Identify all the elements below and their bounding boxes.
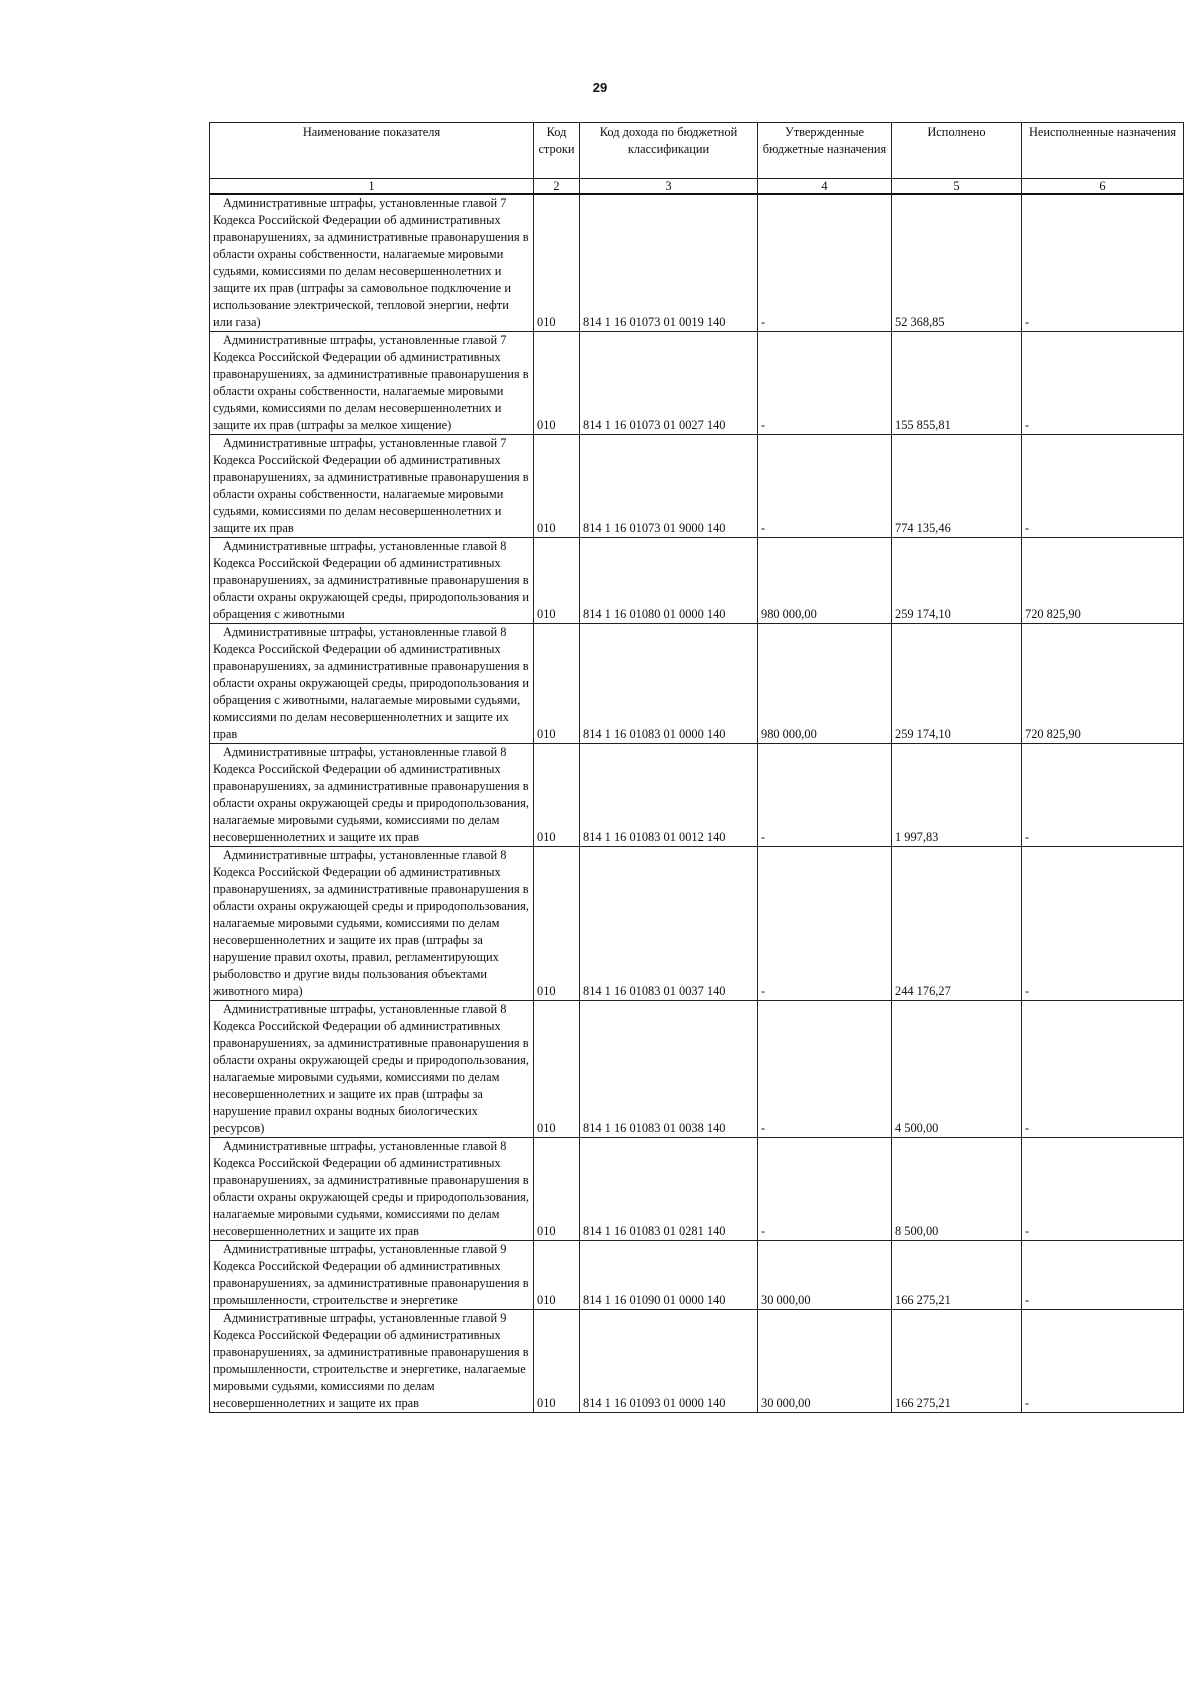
table-row: [210, 435, 1184, 538]
column-number-row: [210, 179, 1184, 195]
executed-cell: 774 135,46: [892, 435, 1022, 538]
table-row: [210, 624, 1184, 744]
header-income-code: Код дохода по бюджетной классификации: [580, 123, 758, 179]
unexecuted-cell: -: [1022, 1310, 1184, 1413]
table-row: [210, 1138, 1184, 1241]
income-code-cell: 814 1 16 01080 01 0000 140: [580, 538, 758, 624]
indicator-name-cell: Административные штрафы, установленные главой 7 Кодекса Российской Федерации об административных правонарушениях, за административные правонарушения в области охраны собственности, налагаемые мировыми судьями, комиссиями по делам несовершеннолетних и защите их прав: [210, 435, 534, 538]
income-code-cell: 814 1 16 01073 01 0027 140: [580, 332, 758, 435]
income-code-cell: 814 1 16 01083 01 0037 140: [580, 847, 758, 1001]
table-row: [210, 744, 1184, 847]
header-executed: Исполнено: [892, 123, 1022, 179]
approved-cell: -: [758, 194, 892, 332]
indicator-name-cell: Административные штрафы, установленные главой 9 Кодекса Российской Федерации об административных правонарушениях, за административные правонарушения в промышленности, строительстве и энергетике: [210, 1241, 534, 1310]
unexecuted-cell: -: [1022, 1138, 1184, 1241]
line-code-cell: 010: [534, 194, 580, 332]
table-row: [210, 332, 1184, 435]
executed-cell: 166 275,21: [892, 1241, 1022, 1310]
line-code-cell: 010: [534, 1241, 580, 1310]
approved-cell: -: [758, 744, 892, 847]
approved-cell: -: [758, 1001, 892, 1138]
income-code-cell: 814 1 16 01083 01 0012 140: [580, 744, 758, 847]
executed-cell: 8 500,00: [892, 1138, 1022, 1241]
approved-cell: -: [758, 1138, 892, 1241]
unexecuted-cell: 720 825,90: [1022, 538, 1184, 624]
approved-cell: 30 000,00: [758, 1241, 892, 1310]
header-line-code: Код строки: [534, 123, 580, 179]
table-row: [210, 1001, 1184, 1138]
indicator-name-cell: Административные штрафы, установленные главой 8 Кодекса Российской Федерации об административных правонарушениях, за административные правонарушения в области охраны окружающей среды и природопользования, налагаемые мировыми судьями, комиссиями по делам несовершеннолетних и защите их прав (штрафы за нарушение правил охоты, правил, регламентирующих рыболовство и другие виды пользования объектами животного мира): [210, 847, 534, 1001]
indicator-name-cell: Административные штрафы, установленные главой 8 Кодекса Российской Федерации об административных правонарушениях, за административные правонарушения в области охраны окружающей среды и природопользования, налагаемые мировыми судьями, комиссиями по делам несовершеннолетних и защите их прав: [210, 1138, 534, 1241]
indicator-name-cell: Административные штрафы, установленные главой 7 Кодекса Российской Федерации об административных правонарушениях, за административные правонарушения в области охраны собственности, налагаемые мировыми судьями, комиссиями по делам несовершеннолетних и защите их прав (штрафы за самовольное подключение и использование электрической, тепловой энергии, нефти или газа): [210, 194, 534, 332]
header-row: [210, 123, 1184, 179]
indicator-name-cell: Административные штрафы, установленные главой 8 Кодекса Российской Федерации об административных правонарушениях, за административные правонарушения в области охраны окружающей среды, природопользования и обращения с животными: [210, 538, 534, 624]
page-number: 29: [592, 80, 608, 95]
table-row: [210, 194, 1184, 332]
income-code-cell: 814 1 16 01083 01 0038 140: [580, 1001, 758, 1138]
line-code-cell: 010: [534, 435, 580, 538]
header-approved: Утвержденные бюджетные назначения: [758, 123, 892, 179]
income-code-cell: 814 1 16 01090 01 0000 140: [580, 1241, 758, 1310]
line-code-cell: 010: [534, 1001, 580, 1138]
unexecuted-cell: -: [1022, 1001, 1184, 1138]
income-code-cell: 814 1 16 01073 01 0019 140: [580, 194, 758, 332]
line-code-cell: 010: [534, 744, 580, 847]
approved-cell: 980 000,00: [758, 624, 892, 744]
table-row: [210, 538, 1184, 624]
approved-cell: 980 000,00: [758, 538, 892, 624]
header-unexecuted: Неисполненные назначения: [1022, 123, 1184, 179]
line-code-cell: 010: [534, 847, 580, 1001]
executed-cell: 4 500,00: [892, 1001, 1022, 1138]
indicator-name-cell: Административные штрафы, установленные главой 7 Кодекса Российской Федерации об административных правонарушениях, за административные правонарушения в области охраны собственности, налагаемые мировыми судьями, комиссиями по делам несовершеннолетних и защите их прав (штрафы за мелкое хищение): [210, 332, 534, 435]
indicator-name-cell: Административные штрафы, установленные главой 8 Кодекса Российской Федерации об административных правонарушениях, за административные правонарушения в области охраны окружающей среды и природопользования, налагаемые мировыми судьями, комиссиями по делам несовершеннолетних и защите их прав (штрафы за нарушение правил охраны водных биологических ресурсов): [210, 1001, 534, 1138]
approved-cell: -: [758, 435, 892, 538]
line-code-cell: 010: [534, 538, 580, 624]
unexecuted-cell: -: [1022, 332, 1184, 435]
column-number: 1: [210, 179, 534, 195]
header-indicator-name: Наименование показателя: [210, 123, 534, 179]
unexecuted-cell: -: [1022, 435, 1184, 538]
executed-cell: 52 368,85: [892, 194, 1022, 332]
budget-income-table: [209, 122, 1184, 1413]
line-code-cell: 010: [534, 1310, 580, 1413]
indicator-name-cell: Административные штрафы, установленные главой 8 Кодекса Российской Федерации об административных правонарушениях, за административные правонарушения в области охраны окружающей среды и природопользования, налагаемые мировыми судьями, комиссиями по делам несовершеннолетних и защите их прав: [210, 744, 534, 847]
table-row: [210, 1310, 1184, 1413]
executed-cell: 166 275,21: [892, 1310, 1022, 1413]
column-number: 4: [758, 179, 892, 195]
executed-cell: 259 174,10: [892, 538, 1022, 624]
unexecuted-cell: 720 825,90: [1022, 624, 1184, 744]
income-code-cell: 814 1 16 01093 01 0000 140: [580, 1310, 758, 1413]
column-number: 2: [534, 179, 580, 195]
executed-cell: 1 997,83: [892, 744, 1022, 847]
line-code-cell: 010: [534, 332, 580, 435]
unexecuted-cell: -: [1022, 1241, 1184, 1310]
column-number: 3: [580, 179, 758, 195]
table-row: [210, 847, 1184, 1001]
executed-cell: 155 855,81: [892, 332, 1022, 435]
table-body: [210, 194, 1184, 1413]
column-number: 5: [892, 179, 1022, 195]
approved-cell: -: [758, 332, 892, 435]
executed-cell: 244 176,27: [892, 847, 1022, 1001]
table-row: [210, 1241, 1184, 1310]
approved-cell: 30 000,00: [758, 1310, 892, 1413]
income-code-cell: 814 1 16 01073 01 9000 140: [580, 435, 758, 538]
unexecuted-cell: -: [1022, 847, 1184, 1001]
unexecuted-cell: -: [1022, 194, 1184, 332]
executed-cell: 259 174,10: [892, 624, 1022, 744]
indicator-name-cell: Административные штрафы, установленные главой 8 Кодекса Российской Федерации об административных правонарушениях, за административные правонарушения в области охраны окружающей среды, природопользования и обращения с животными, налагаемые мировыми судьями, комиссиями по делам несовершеннолетних и защите их прав: [210, 624, 534, 744]
line-code-cell: 010: [534, 1138, 580, 1241]
column-number: 6: [1022, 179, 1184, 195]
income-code-cell: 814 1 16 01083 01 0000 140: [580, 624, 758, 744]
income-code-cell: 814 1 16 01083 01 0281 140: [580, 1138, 758, 1241]
line-code-cell: 010: [534, 624, 580, 744]
unexecuted-cell: -: [1022, 744, 1184, 847]
approved-cell: -: [758, 847, 892, 1001]
indicator-name-cell: Административные штрафы, установленные главой 9 Кодекса Российской Федерации об административных правонарушениях, за административные правонарушения в промышленности, строительстве и энергетике, налагаемые мировыми судьями, комиссиями по делам несовершеннолетних и защите их прав: [210, 1310, 534, 1413]
